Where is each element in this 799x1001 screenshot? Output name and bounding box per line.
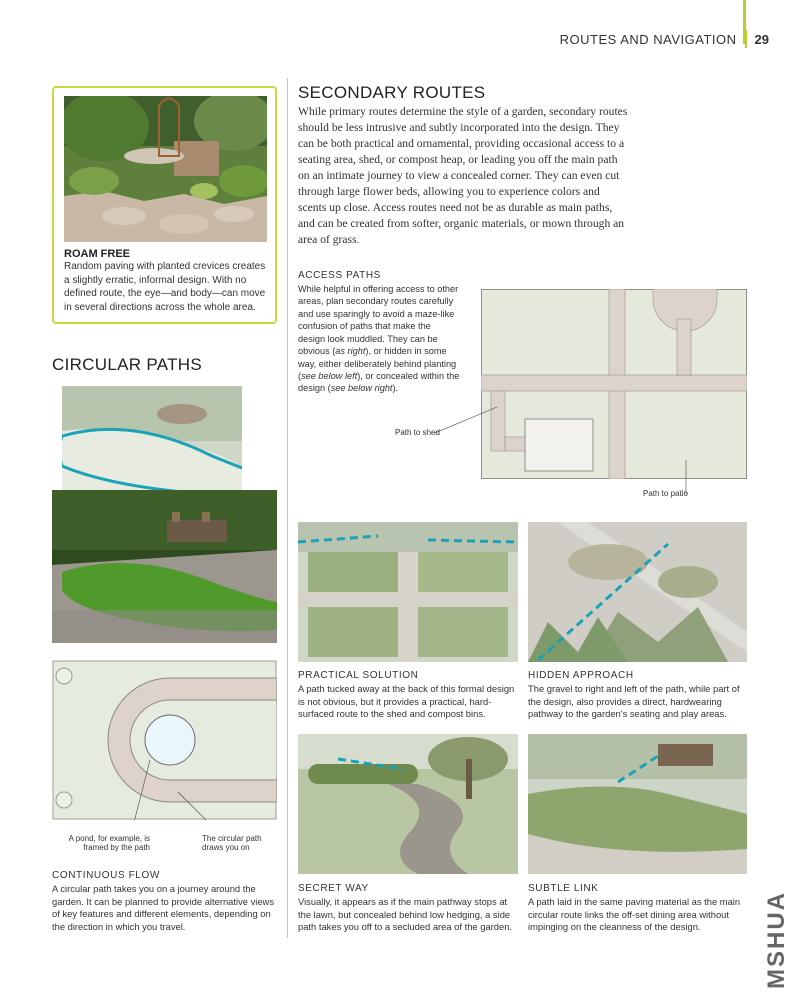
practical-solution-photo bbox=[298, 522, 518, 662]
subtle-link-text: A path laid in the same paving material as the main circular route links the off-set dining area without impinging on the cleanness of the design. bbox=[528, 896, 741, 933]
page-header bbox=[560, 30, 769, 48]
practical-solution-title: PRACTICAL SOLUTION bbox=[298, 670, 419, 681]
secondary-routes-intro: While primary routes determine the style of a garden, secondary routes should be less intrusive and subtly incorporated into the design. They can be both practical and ornamental, providing occasional access to a seating area, shed, or compost heap, or leading you off the main path on an intimate journey to view a concealed corner. They can even cut through large flower beds, allowing you to experience colors and scents up close. Access routes need not be as durable as main paths, and can be created from softer, organic materials, or mown through an area of grass. bbox=[298, 105, 628, 246]
label-pond: A pond, for example, is framed by the path bbox=[68, 834, 150, 852]
secret-way-photo bbox=[298, 734, 518, 874]
subtle-link-title: SUBTLE LINK bbox=[528, 883, 599, 894]
access-text-1: While helpful in offering access to other areas, plan secondary routes carefully and use sparingly to avoid a maze-like confusion of paths that make the design look muddled. They can be obvious ( bbox=[298, 284, 459, 357]
label-path-to-shed: Path to shed bbox=[395, 428, 440, 437]
hidden-approach-text: The gravel to right and left of the path, while part of the design, also provides a direct, hardwearing pathway to the garden's seating and play areas. bbox=[528, 683, 740, 720]
hidden-approach-title: HIDDEN APPROACH bbox=[528, 670, 634, 681]
pointer-line-shed bbox=[435, 405, 500, 435]
continuous-flow-text: A circular path takes you on a journey around the garden. It can be planned to provide alternative views of key features and different elements, depending on the direction in which you travel. bbox=[52, 883, 275, 933]
circular-lawn-photo bbox=[52, 490, 277, 643]
secret-way-text: Visually, it appears as if the main pathway stops at the lawn, but concealed behind low hedging, a side path takes you off to a secluded area of the garden. bbox=[298, 896, 513, 933]
continuous-flow-title: CONTINUOUS FLOW bbox=[52, 870, 160, 881]
column-divider bbox=[287, 78, 288, 938]
section-title: ROUTES AND NAVIGATION bbox=[559, 31, 737, 47]
ref-below-left: see below left bbox=[301, 370, 358, 381]
secondary-routes-heading: SECONDARY ROUTES bbox=[298, 83, 486, 102]
page-number: 29 bbox=[754, 31, 769, 47]
roam-free-title: ROAM FREE bbox=[64, 248, 130, 260]
subtle-link-photo bbox=[528, 734, 747, 874]
label-path-to-patio: Path to patio bbox=[643, 489, 688, 498]
secret-way-title: SECRET WAY bbox=[298, 883, 369, 894]
access-paths-text bbox=[298, 283, 460, 395]
ref-below-right: see below right bbox=[330, 383, 393, 394]
access-path-plan bbox=[481, 289, 747, 479]
roam-free-box bbox=[52, 86, 277, 324]
circular-path-diagram bbox=[52, 660, 277, 820]
roam-free-text: Random paving with planted crevices creates a slightly erratic, informal design. With no defined route, the eye—and body—can move in several directions across the whole area. bbox=[64, 261, 266, 313]
hidden-approach-photo bbox=[528, 522, 747, 662]
practical-solution-text: A path tucked away at the back of this formal design is not obvious, but it provides a practical, hard-surfaced route to the shed and compost bins. bbox=[298, 683, 515, 720]
access-text-3: ), or concealed within the design ( bbox=[298, 370, 460, 394]
side-watermark-text: MSHUA bbox=[763, 891, 790, 989]
pointer-line-patio bbox=[684, 460, 688, 494]
circular-paths-heading: CIRCULAR PATHS bbox=[52, 355, 202, 374]
roam-free-photo bbox=[64, 96, 267, 242]
access-paths-title: ACCESS PATHS bbox=[298, 270, 381, 281]
access-text-2: ), or hidden in some way, either deliberately behind planting ( bbox=[298, 346, 457, 381]
label-circular-path: The circular path draws you on bbox=[202, 834, 262, 852]
access-text-4: ). bbox=[392, 383, 399, 394]
ref-as-right: as right bbox=[335, 346, 366, 357]
header-rule bbox=[745, 30, 747, 48]
